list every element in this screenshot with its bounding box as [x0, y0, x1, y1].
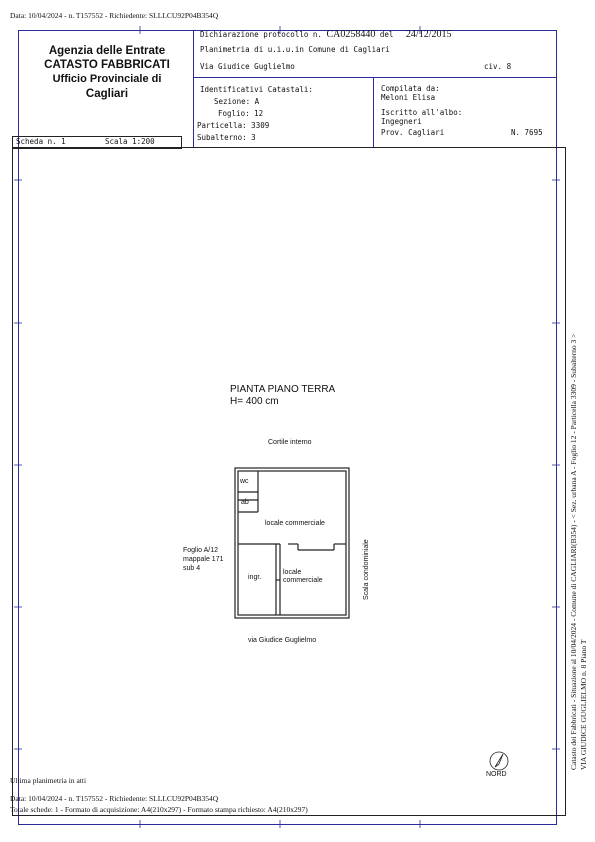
- adjacent-mappale: mappale 171: [183, 556, 224, 563]
- compiler-number: N. 7695: [511, 128, 543, 137]
- compiler-label: Compilata da:: [381, 84, 440, 93]
- scheda-number: Scheda n. 1: [16, 137, 66, 146]
- declaration-number: CA0258440: [326, 29, 376, 40]
- agency-name: Agenzia delle Entrate: [48, 45, 166, 57]
- room2-line2: commerciale: [283, 577, 323, 584]
- last-plan-note: Ultima planimetria in atti: [10, 776, 87, 785]
- cadastral-sezione: Sezione: A: [214, 97, 260, 106]
- room2-label: [283, 569, 323, 585]
- plan-municipality: Planimetria di u.i.u.in Comune di Cagliari: [200, 45, 390, 54]
- scheda-scale: Scala 1:200: [105, 137, 155, 146]
- adjacent-sub: sub 4: [183, 565, 201, 572]
- header-request-line: Data: 10/04/2024 - n. T157552 - Richiedente: SLLLCU92P04B354Q: [10, 11, 219, 20]
- floor-plan: [228, 462, 356, 624]
- main-room-label: locale commerciale: [265, 520, 325, 527]
- north-arrow-icon: [488, 750, 510, 772]
- courtyard-label: Cortile interno: [268, 439, 312, 446]
- right-address-text: VIA GIUDICE GUGLIELMO n. 8 Piano T: [579, 639, 588, 770]
- north-label: NORD: [486, 771, 507, 778]
- cadastral-foglio: Foglio: 12: [218, 109, 264, 118]
- stairs-label: Scala condominiale: [363, 539, 370, 600]
- street-label: via Giudice Guglielmo: [248, 637, 317, 644]
- compiler-province: Prov. Cagliari: [381, 128, 445, 137]
- plan-floor-title: PIANTA PIANO TERRA: [230, 384, 336, 395]
- ab-label: ab: [241, 499, 249, 506]
- room2-line1: locale: [283, 569, 302, 576]
- footer-request-line: Data: 10/04/2024 - n. T157552 - Richiedente: SLLLCU92P04B354Q: [10, 794, 219, 803]
- catasto-title: CATASTO FABBRICATI: [44, 59, 170, 71]
- declaration-label: Dichiarazione protocollo n.: [200, 30, 322, 39]
- office-city: Cagliari: [85, 88, 129, 100]
- office-label: Ufficio Provinciale di: [52, 73, 162, 85]
- entrance-label: ingr.: [248, 574, 262, 581]
- albo-value: Ingegneri: [381, 117, 422, 126]
- footer-totals: Totale schede: 1 - Formato di acquisizione: A4(210x297) - Formato stampa richiesto: A4(210x297): [10, 805, 308, 814]
- albo-label: Iscritto all'albo:: [381, 108, 463, 117]
- plan-street: Via Giudice Guglielmo: [200, 62, 295, 71]
- cadastral-subalterno: Subalterno: 3: [197, 133, 256, 142]
- cadastral-title: Identificativi Catastali:: [200, 85, 313, 94]
- plan-civic: civ. 8: [484, 62, 512, 71]
- right-situation-text: Catasto dei Fabbricati - Situazione al 10/04/2024 - Comune di CAGLIARI(B354) - < Sez. urbana A - Foglio 12 - Particella 3309 - Subalterno 3 >: [569, 333, 578, 770]
- adjacent-unit-label: [183, 546, 223, 573]
- wc-label: wc: [240, 478, 249, 485]
- cadastral-particella: Particella: 3309: [197, 121, 270, 130]
- declaration-date: 24/12/2015: [405, 29, 452, 40]
- compiler-name: Meloni Elisa: [381, 93, 436, 102]
- plan-height: H= 400 cm: [230, 396, 279, 407]
- adjacent-foglio: Foglio A/12: [183, 547, 219, 554]
- plan-title: [230, 384, 335, 408]
- declaration-del: del: [379, 30, 394, 39]
